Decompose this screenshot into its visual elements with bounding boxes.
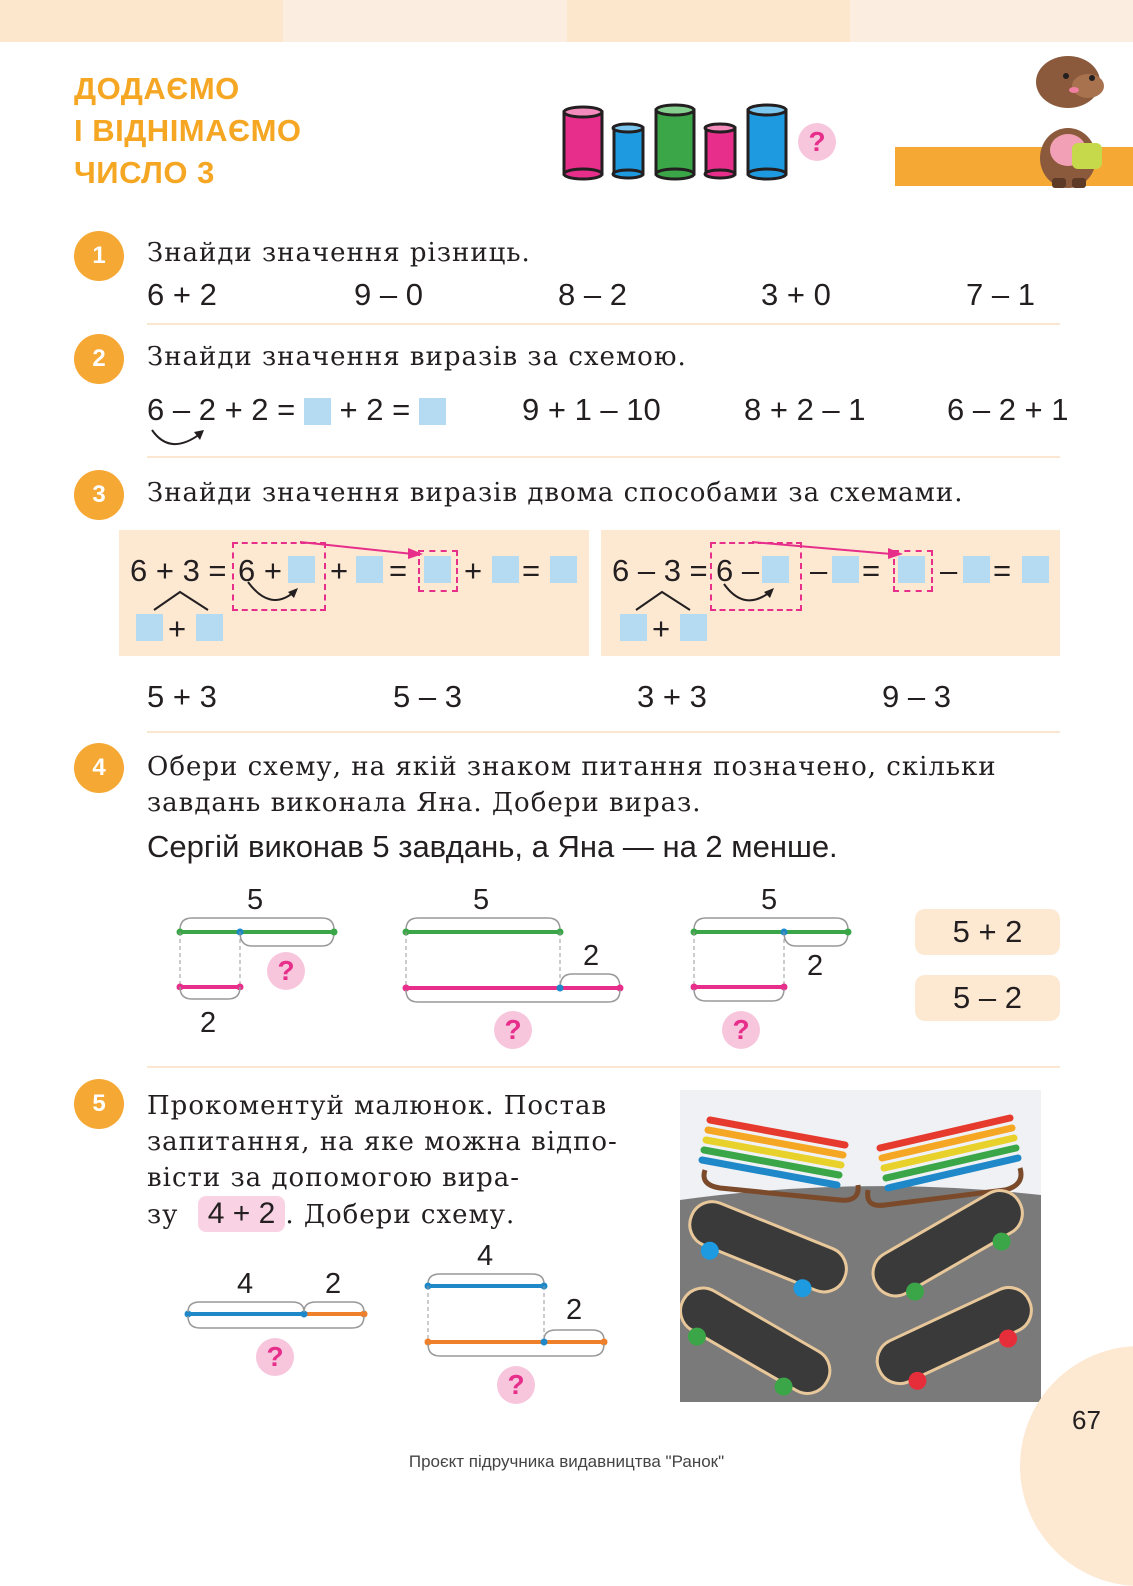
page-number: 67: [1072, 1405, 1101, 1435]
title-line-3: ЧИСЛО 3: [74, 155, 215, 190]
answer-square[interactable]: [196, 614, 223, 641]
task-5-expr-pill: 4 + 2: [198, 1196, 286, 1232]
task-2-text: Знайди значення виразів за схемою.: [147, 342, 687, 372]
task-2-expr-3: 6 – 2 + 1: [947, 392, 1069, 427]
cylinder-green-tall: [656, 105, 694, 179]
panel-right-box-text: 6 –: [716, 553, 760, 588]
panel-right-connectors: [612, 534, 1052, 644]
cylinder-pink-tall: [564, 107, 602, 179]
task-5-text: [147, 1088, 618, 1233]
cylinder-blue-tall: [748, 105, 786, 179]
panel-left-eq2: =: [522, 553, 541, 588]
task-1-text: Знайди значення різниць.: [147, 238, 531, 268]
sleds-skateboards-illustration: [680, 1090, 1041, 1402]
task-2-scheme: [147, 392, 446, 428]
panel-right-split: +: [652, 611, 671, 646]
answer-square[interactable]: [620, 614, 647, 641]
separator: [147, 456, 1060, 458]
panel-right-eq2: =: [993, 553, 1012, 588]
label-two: 2: [583, 940, 600, 972]
label-five: 5: [473, 884, 490, 916]
question-bubble: ?: [722, 1011, 760, 1049]
task-5-scheme-a[interactable]: [180, 1298, 370, 1338]
scheme-part-c: + 2 =: [339, 392, 411, 427]
task-2-expr-2: 8 + 2 – 1: [744, 392, 866, 427]
option-5-plus-2[interactable]: 5 + 2: [915, 909, 1060, 955]
page-title: [74, 68, 302, 194]
task-1-expr-5: 7 – 1: [966, 277, 1035, 312]
task-5-line-2: запитання, на яке можна відпо-: [147, 1127, 618, 1157]
question-bubble: ?: [256, 1338, 294, 1376]
task-1-expr-4: 3 + 0: [761, 277, 831, 312]
label-two: 2: [566, 1294, 583, 1326]
task-3-expr-4: 9 – 3: [882, 679, 951, 714]
task-2-number: 2: [74, 334, 124, 384]
separator: [147, 1066, 1060, 1068]
panel-right-eq1: =: [862, 553, 881, 588]
question-bubble: ?: [494, 1011, 532, 1049]
panel-right-op1: –: [810, 553, 828, 588]
task-4-text-line-1: Обери схему, на якій знаком питання позначено, скільки: [147, 752, 997, 782]
task-5-scheme-b[interactable]: [420, 1270, 616, 1365]
task-3-expr-1: 5 + 3: [147, 679, 217, 714]
panel-left-eq1: =: [389, 553, 408, 588]
title-line-2: І ВІДНІМАЄМО: [74, 113, 302, 148]
question-bubble: ?: [497, 1366, 535, 1404]
label-five: 5: [761, 884, 778, 916]
panel-left-op1: +: [330, 553, 349, 588]
question-bubble: ?: [798, 123, 836, 161]
task-5-line-1: Прокоментуй малюнок. Постав: [147, 1091, 608, 1121]
curved-arrow-icon: [148, 424, 210, 454]
task-4-scheme-b[interactable]: [396, 910, 636, 1015]
answer-square[interactable]: [136, 614, 163, 641]
task-2-expr-1: 9 + 1 – 10: [522, 392, 661, 427]
separator: [147, 323, 1060, 325]
scheme-part-a: 6 – 2: [147, 392, 216, 427]
panel-left-split: +: [168, 611, 187, 646]
task-5-line-4: [147, 1196, 618, 1233]
tab-strip-3: [567, 0, 850, 42]
cylinder-pink-short: [705, 124, 735, 178]
task-1-expr-1: 6 + 2: [147, 277, 217, 312]
task-5-suffix: . Добери схему.: [285, 1200, 516, 1230]
task-3-text: Знайди значення виразів двома способами за схемами.: [147, 478, 964, 508]
label-two: 2: [325, 1268, 342, 1300]
cylinder-blue-short: [613, 124, 643, 178]
task-4-scheme-a[interactable]: [170, 910, 350, 990]
label-two: 2: [200, 1007, 217, 1039]
label-five: 5: [247, 884, 264, 916]
answer-square[interactable]: [680, 614, 707, 641]
label-four: 4: [477, 1240, 494, 1272]
scheme-part-b: + 2 =: [224, 392, 296, 427]
panel-right-op2: –: [940, 553, 958, 588]
task-3-expr-3: 3 + 3: [637, 679, 707, 714]
panel-right-head: 6 – 3 =: [612, 553, 708, 588]
panel-left-op2: +: [464, 553, 483, 588]
task-4-number: 4: [74, 743, 124, 793]
panel-left-box-text: 6 +: [238, 553, 282, 588]
label-two: 2: [807, 950, 824, 982]
task-1-expr-3: 8 – 2: [558, 277, 627, 312]
capybara-mascot-icon: [1022, 48, 1114, 188]
answer-square[interactable]: [419, 398, 446, 425]
tab-strip-2: [283, 0, 566, 42]
option-5-minus-2[interactable]: 5 – 2: [915, 975, 1060, 1021]
task-5-line-3: вісти за допомогою вира-: [147, 1163, 521, 1193]
task-4-text-line-2: завдань виконала Яна. Добери вираз.: [147, 788, 702, 818]
panel-left-head: 6 + 3 =: [130, 553, 227, 588]
task-4-story: Сергій виконав 5 завдань, а Яна — на 2 менше.: [147, 829, 838, 864]
task-4-scheme-c[interactable]: [684, 910, 864, 1005]
task-1-number: 1: [74, 231, 124, 281]
separator: [147, 731, 1060, 733]
top-tab-bar: [0, 0, 1133, 42]
label-four: 4: [237, 1268, 254, 1300]
question-bubble: ?: [267, 952, 305, 990]
tab-strip-4: [850, 0, 1133, 42]
task-5-prefix: зу: [147, 1200, 179, 1230]
tab-strip-1: [0, 0, 283, 42]
task-1-expr-2: 9 – 0: [354, 277, 423, 312]
task-3-expr-2: 5 – 3: [393, 679, 462, 714]
brace: [170, 987, 250, 1007]
answer-square[interactable]: [304, 398, 331, 425]
task-3-number: 3: [74, 470, 124, 520]
title-line-1: ДОДАЄМО: [74, 71, 240, 106]
footer-text: Проєкт підручника видавництва "Ранок": [408, 1452, 725, 1471]
task-5-number: 5: [74, 1079, 124, 1129]
